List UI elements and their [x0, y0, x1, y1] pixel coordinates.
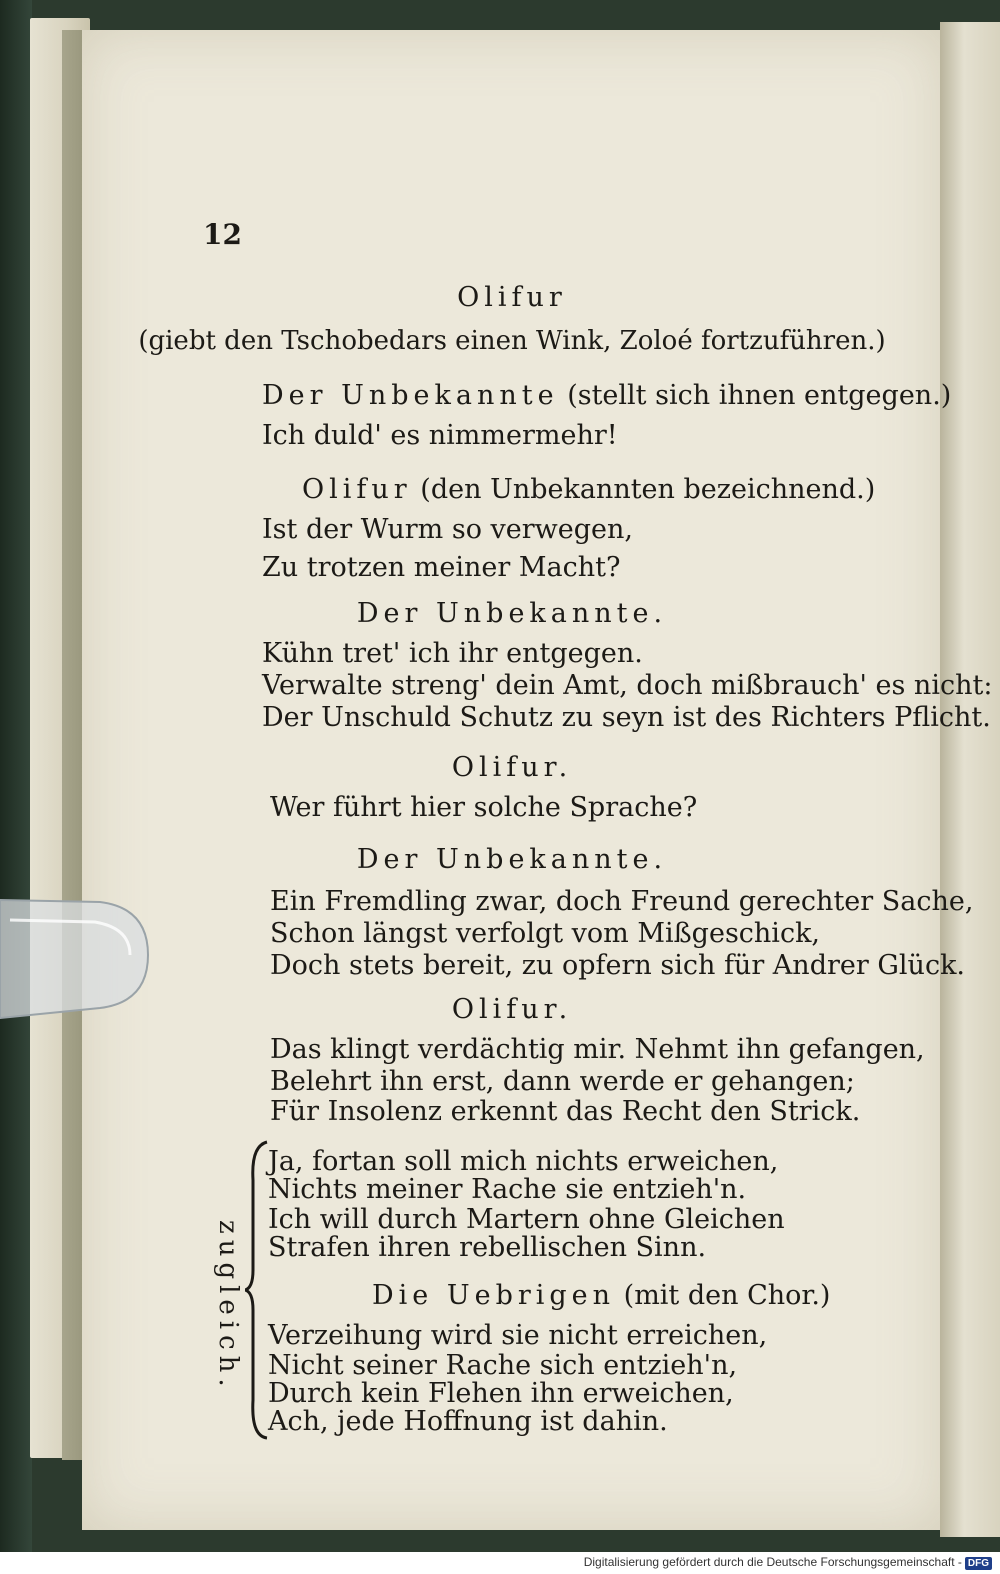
verse-line: Ich will durch Martern ohne Gleichen	[268, 1204, 785, 1235]
speaker-unbekannte: Der Unbekannte.	[356, 844, 668, 875]
speaker-olifur: Olifur	[457, 282, 567, 313]
verse-line: Ich duld' es nimmermehr!	[262, 420, 618, 451]
page-number: 12	[203, 218, 242, 251]
speaker-line	[302, 474, 875, 505]
verse-line: Verzeihung wird sie nicht erreichen,	[268, 1320, 768, 1351]
verse-line: Ein Fremdling zwar, doch Freund gerechter Sache,	[270, 886, 974, 917]
stage-direction: (den Unbekannten bezeichnend.)	[420, 474, 876, 505]
verse-line: Der Unschuld Schutz zu seyn ist des Richters Pflicht.	[262, 702, 991, 733]
margin-note-zugleich: zugleich.	[213, 1220, 243, 1393]
dfg-logo: DFG	[965, 1557, 992, 1570]
verse-line: Verwalte streng' dein Amt, doch mißbrauch' es nicht:	[262, 670, 993, 701]
verse-line: Für Insolenz erkennt das Recht den Strick.	[270, 1096, 861, 1127]
speaker-unbekannte: Der Unbekannte	[262, 380, 559, 411]
facing-page-edge	[940, 22, 1000, 1537]
stage-direction: (giebt den Tschobedars einen Wink, Zoloé fortzuführen.)	[138, 326, 886, 356]
speaker-line	[372, 1280, 830, 1311]
verse-line: Nicht seiner Rache sich entzieh'n,	[268, 1350, 738, 1381]
speaker-line	[262, 380, 951, 411]
speaker-unbekannte: Der Unbekannte.	[356, 598, 668, 629]
verse-line: Das klingt verdächtig mir. Nehmt ihn gefangen,	[270, 1034, 925, 1065]
verse-line: Schon längst verfolgt vom Mißgeschick,	[270, 918, 821, 949]
verse-line: Zu trotzen meiner Macht?	[262, 552, 621, 583]
verse-line: Strafen ihren rebellischen Sinn.	[268, 1232, 707, 1263]
speaker-olifur: Olifur.	[451, 994, 573, 1025]
verse-line: Ach, jede Hoffnung ist dahin.	[268, 1406, 668, 1437]
verse-line: Ja, fortan soll mich nichts erweichen,	[268, 1146, 779, 1177]
verse-line: Belehrt ihn erst, dann werde er gehangen;	[270, 1066, 855, 1097]
verse-line: Doch stets bereit, zu opfern sich für Andrer Glück.	[270, 950, 966, 981]
verse-line: Ist der Wurm so verwegen,	[262, 514, 633, 545]
brace-bracket	[245, 1140, 269, 1440]
verse-line: Kühn tret' ich ihr entgegen.	[262, 638, 643, 669]
speaker-uebrigen: Die Uebrigen	[372, 1280, 616, 1311]
footer-credit	[584, 1555, 992, 1570]
speaker-olifur: Olifur.	[451, 752, 573, 783]
speaker-olifur: Olifur	[302, 474, 412, 505]
stage-direction: (mit den Chor.)	[623, 1280, 831, 1311]
stage-direction: (stellt sich ihnen entgegen.)	[567, 380, 952, 411]
verse-line: Nichts meiner Rache sie entzieh'n.	[268, 1174, 747, 1205]
scan-background-left	[0, 0, 32, 1574]
verse-line: Durch kein Flehen ihn erweichen,	[268, 1378, 734, 1409]
verse-line: Wer führt hier solche Sprache?	[270, 792, 698, 823]
footer-text: Digitalisierung gefördert durch die Deutsche Forschungsgemeinschaft -	[583, 1555, 962, 1569]
